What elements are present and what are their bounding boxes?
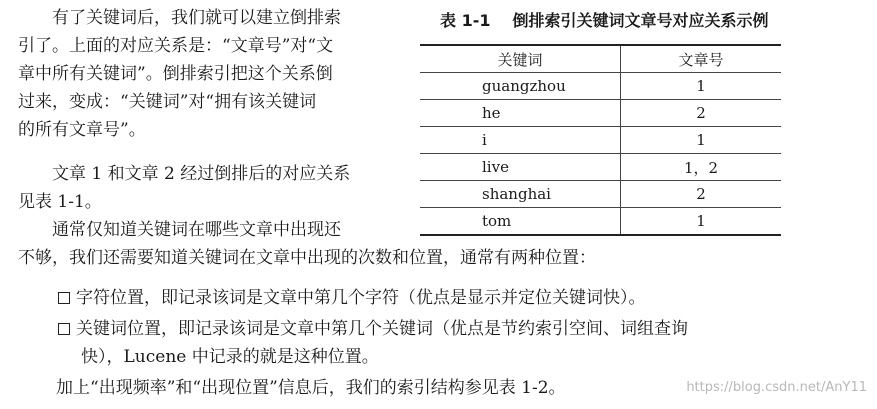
cell-doc-id: 1，2 bbox=[621, 154, 782, 181]
cell-keyword: guangzhou bbox=[420, 73, 621, 100]
cell-doc-id: 2 bbox=[621, 181, 782, 208]
table-caption-number: 表 1-1 bbox=[440, 11, 491, 30]
cell-keyword: live bbox=[420, 154, 621, 181]
cell-doc-id: 1 bbox=[621, 127, 782, 154]
text-line: 通常仅知道关键词在哪些文章中出现还 bbox=[52, 220, 341, 240]
text-line: 有了关键词后，我们就可以建立倒排索 bbox=[52, 8, 341, 28]
bullet-text: 字符位置，即记录该词是文章中第几个字符（优点是显示并定位关键词快）。 bbox=[76, 288, 646, 308]
table-row bbox=[420, 208, 781, 236]
text-line: 引了。上面的对应关系是：“文章号”对“文 bbox=[18, 36, 334, 56]
paragraph-intro bbox=[18, 4, 341, 144]
text-line: 文章 1 和文章 2 经过倒排后的对应关系 bbox=[52, 164, 351, 184]
table-caption bbox=[440, 8, 769, 31]
text-line: 章中所有关键词”。倒排索引把这个关系倒 bbox=[18, 64, 333, 84]
inverted-index-table bbox=[420, 44, 781, 236]
cell-keyword: i bbox=[420, 127, 621, 154]
watermark: https://blog.csdn.net/AnY11 bbox=[686, 380, 867, 395]
text-line: 的所有文章号”。 bbox=[18, 120, 146, 140]
bullet-text: 关键词位置，即记录该词是文章中第几个关键词（优点是节约索引空间、词组查询 bbox=[76, 319, 688, 339]
bullet-item-continuation bbox=[81, 343, 379, 371]
text-line: 见表 1-1。 bbox=[18, 192, 102, 212]
column-header-keyword: 关键词 bbox=[420, 45, 621, 73]
checkbox-bullet-icon bbox=[58, 292, 70, 304]
paragraph-conclusion bbox=[56, 374, 566, 402]
cell-keyword: tom bbox=[420, 208, 621, 236]
table-header-row bbox=[420, 45, 781, 73]
text-line: 不够，我们还需要知道关键词在文章中出现的次数和位置，通常有两种位置： bbox=[18, 248, 596, 268]
cell-keyword: he bbox=[420, 100, 621, 127]
column-header-doc-id: 文章号 bbox=[621, 45, 782, 73]
checkbox-bullet-icon bbox=[58, 323, 70, 335]
table-row bbox=[420, 181, 781, 208]
text-line: 加上“出现频率”和“出现位置”信息后，我们的索引结构参见表 1-2。 bbox=[56, 378, 566, 398]
cell-doc-id: 1 bbox=[621, 73, 782, 100]
bullet-item-keyword-position bbox=[58, 315, 688, 343]
cell-doc-id: 2 bbox=[621, 100, 782, 127]
bullet-item-char-position bbox=[58, 284, 646, 312]
table-row bbox=[420, 73, 781, 100]
table-caption-title: 倒排索引关键词文章号对应关系示例 bbox=[512, 11, 769, 30]
table-row bbox=[420, 127, 781, 154]
cell-doc-id: 1 bbox=[621, 208, 782, 236]
cell-keyword: shanghai bbox=[420, 181, 621, 208]
table-row bbox=[420, 154, 781, 181]
text-line: 过来，变成：“关键词”对“拥有该关键词 bbox=[18, 92, 317, 112]
table-row bbox=[420, 100, 781, 127]
paragraph-table-ref bbox=[18, 160, 350, 216]
bullet-text: 快），Lucene 中记录的就是这种位置。 bbox=[81, 347, 379, 367]
